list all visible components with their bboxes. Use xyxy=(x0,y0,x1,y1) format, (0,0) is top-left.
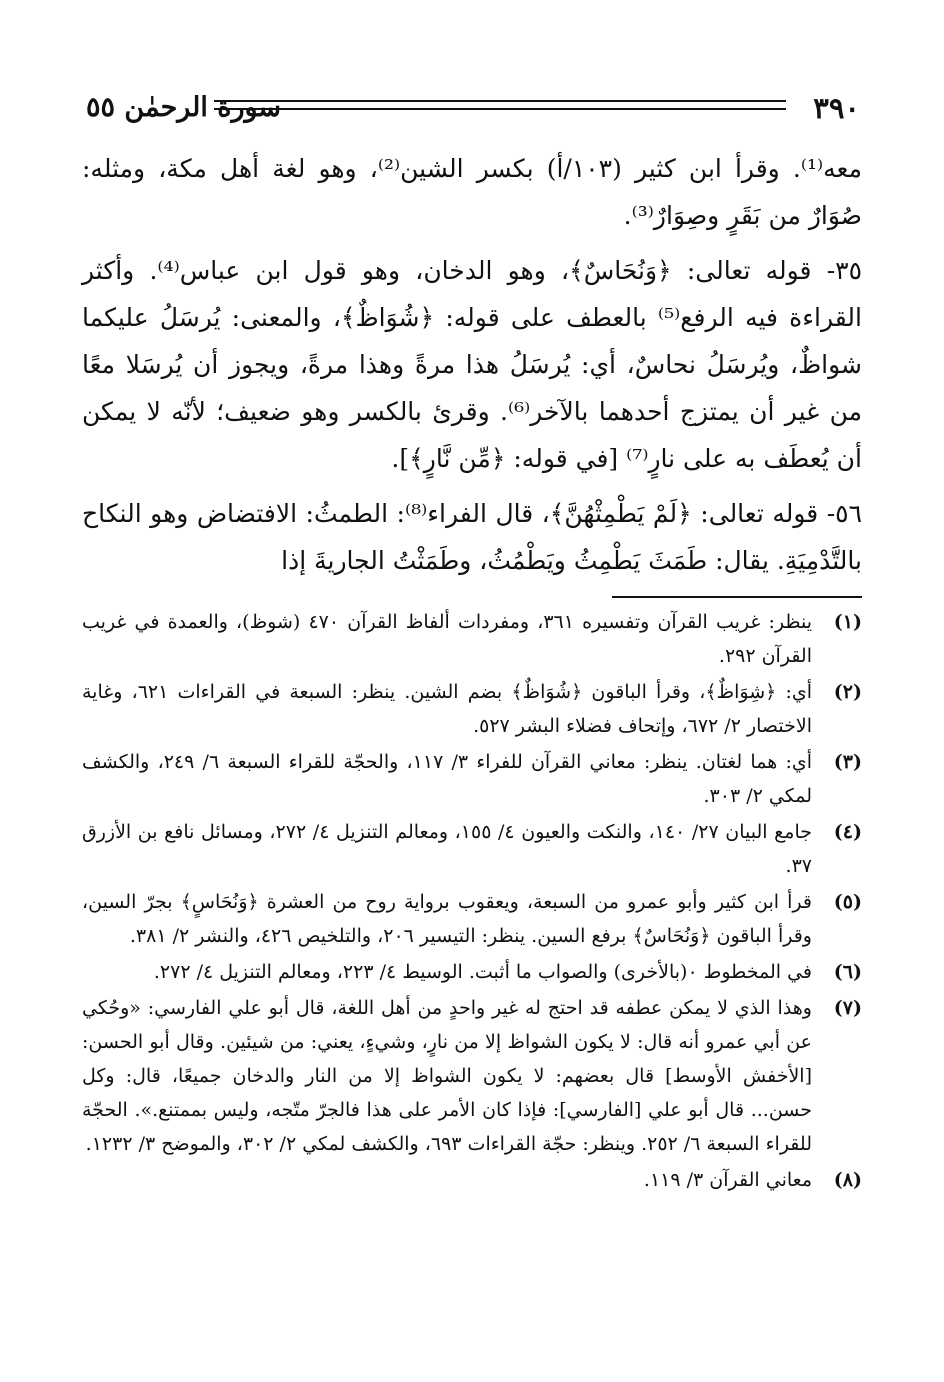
footnote xyxy=(82,991,862,1161)
surah-title: سورة الرحمٰن ٥٥ xyxy=(86,92,282,123)
paragraph: ٣٥- قوله تعالى: ﴿وَنُحَاسٌ﴾، وهو الدخان، وهو قول ابن عباس⁽⁴⁾. وأكثر القراءة فيه الرفع⁽⁵⁾ بالعطف على قوله: ﴿شُوَاظٌ﴾، والمعنى: يُرسَلُ عليكما شواظٌ، ويُرسَلُ نحاسٌ، أي: يُرسَلُ هذا مرةً وهذا مرةً، ويجوز أن يُرسَلا معًا من غير أن يمتزج أحدهما بالآخر⁽⁶⁾. وقرئ بالكسر وهو ضعيف؛ لأنّه لا يمكن أن يُعطَف به على نارٍ⁽⁷⁾ [في قوله: ﴿مِّن نَّارٍ﴾]. xyxy=(82,256,862,473)
page-header xyxy=(86,86,860,130)
footnote-number: (٨) xyxy=(833,1169,862,1191)
footnote xyxy=(82,885,862,953)
main-text xyxy=(82,145,862,592)
paragraph: معه⁽¹⁾. وقرأ ابن كثير (١٠٣/أ) بكسر الشين⁽²⁾، وهو لغة أهل مكة، ومثله: صُوَارٌ من بَقَرٍ وصِوَارٌ⁽³⁾. xyxy=(82,154,862,230)
footnote xyxy=(82,605,862,673)
footnote-text: معاني القرآن ٣/ ١١٩. xyxy=(643,1169,812,1191)
footnotes xyxy=(82,605,862,1199)
footnote-number: (٢) xyxy=(833,681,862,703)
footnote xyxy=(82,745,862,813)
footnote-number: (٧) xyxy=(833,997,862,1019)
footnote-number: (١) xyxy=(833,611,862,633)
header-rule xyxy=(214,100,786,110)
footnote-number: (٦) xyxy=(833,961,862,983)
footnote xyxy=(82,815,862,883)
footnote-text: في المخطوط ٠(بالأخرى) والصواب ما أثبت. الوسيط ٤/ ٢٢٣، ومعالم التنزيل ٤/ ٢٧٢. xyxy=(153,961,812,983)
footnote-text: ينظر: غريب القرآن وتفسيره ٣٦١، ومفردات ألفاظ القرآن ٤٧٠ (شوظ)، والعمدة في غريب القرآن ٢٩٢. xyxy=(82,611,812,667)
footnote-text: وهذا الذي لا يمكن عطفه قد احتج له غير واحدٍ من أهل اللغة، قال أبو علي الفارسي: «وحُكي عن أبي عمرو أنه قال: لا يكون الشواظ إلا من نارٍ، وشيءٍ، يعني: من شيئين. وقال أبو الحسن:[الأخفش الأوسط] قال بعضهم: لا يكون الشواظ إلا من النار والدخان جميعًا، قال: وكل حسن... قال أبو علي [الفارسي]: فإذا كان الأمر على هذا فالجرّ متّجه، وليس بممتنع.». الحجّة للقراء السبعة ٦/ ٢٥٢. وينظر: حجّة القراءات ٦٩٣، والكشف لمكي ٢/ ٣٠٢، والموضح ٣/ ١٢٣٢. xyxy=(82,997,812,1155)
footnote-number: (٣) xyxy=(833,751,862,773)
footnote xyxy=(82,955,862,989)
paragraph: ٥٦- قوله تعالى: ﴿لَمْ يَطْمِثْهُنَّ﴾، قال الفراء⁽⁸⁾: الطمثُ: الافتضاض وهو النكاح بالتَّدْمِيَةِ. يقال: طَمَثَ يَطْمِثُ ويَطْمُثُ، وطَمَثْتُ الجاريةَ إذا xyxy=(82,499,862,575)
footnote-number: (٤) xyxy=(833,821,862,843)
footnote-number: (٥) xyxy=(833,891,862,913)
page-number: ٣٩٠ xyxy=(813,91,860,125)
footnote xyxy=(82,1163,862,1197)
footnote-text: قرأ ابن كثير وأبو عمرو من السبعة، ويعقوب برواية روح من العشرة ﴿وَنُحَاسٍ﴾ بجرّ السين، وقرأ الباقون ﴿وَنُحَاسٌ﴾ برفع السين. ينظر: التيسير ٢٠٦، والتلخيص ٤٢٦، والنشر ٢/ ٣٨١. xyxy=(82,891,812,947)
footnote-text: جامع البيان ٢٧/ ١٤٠، والنكت والعيون ٤/ ١٥٥، ومعالم التنزيل ٤/ ٢٧٢، ومسائل نافع بن الأزرق ٣٧. xyxy=(82,821,812,877)
footnote xyxy=(82,675,862,743)
footnote-separator xyxy=(612,596,862,598)
footnote-text: أي: ﴿شِوَاظٌ﴾، وقرأ الباقون ﴿شُوَاظٌ﴾ بضم الشين. ينظر: السبعة في القراءات ٦٢١، وغاية الاختصار ٢/ ٦٧٢، وإتحاف فضلاء البشر ٥٢٧. xyxy=(82,681,812,737)
footnote-text: أي: هما لغتان. ينظر: معاني القرآن للفراء ٣/ ١١٧، والحجّة للقراء السبعة ٦/ ٢٤٩، والكشف لمكي ٢/ ٣٠٣. xyxy=(82,751,812,807)
